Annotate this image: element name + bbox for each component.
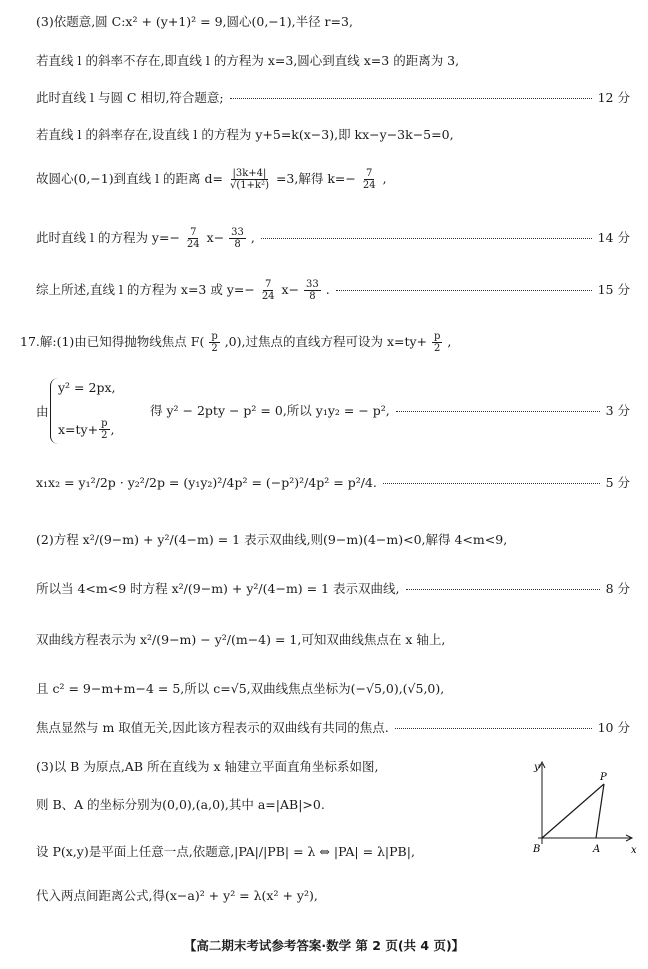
leader-dots [406,589,600,590]
text-line [36,531,630,549]
text-segment: , [447,333,452,349]
line-text: 若直线 l 的斜率存在,设直线 l 的方程为 y+5=k(x−3),即 kx−y−3k−5=0, [36,127,454,142]
line-text: x₁x₂ = y₁²/2p · y₂²/2p = (y₁y₂)²/4p² = (−p²)²/4p² = p²/4. [36,475,377,490]
text-segment: =3,解得 k=− [275,170,356,186]
score-label: 3 分 [605,403,630,418]
text-line [36,680,630,698]
line-text: 代入两点间距离公式,得(x−a)² + y² = λ(x² + y²), [36,888,318,903]
text-segment: ,0),过焦点的直线方程可设为 x=ty+ [224,333,428,349]
score-label: 14 分 [597,230,630,245]
line-text: (2)方程 x²/(9−m) + y²/(4−m) = 1 表示双曲线,则(9−m)(4−m)<0,解得 4<m<9, [36,532,508,547]
text-segment: 此时直线 l 的方程为 y=− [36,229,180,245]
text-line [36,126,630,144]
line-text: 此时直线 l 与圆 C 相切,符合题意; [36,90,224,105]
line-text: 则 B、A 的坐标分别为(0,0),(a,0),其中 a=|AB|>0. [36,797,325,812]
text-line [36,13,630,31]
line-text: 双曲线方程表示为 x²/(9−m) − y²/(m−4) = 1,可知双曲线焦点在 x 轴上, [36,632,446,647]
score-label: 15 分 [597,282,630,297]
fraction-numerator: p [211,330,218,342]
text-segment: , [110,422,115,437]
line-text [36,168,387,191]
fraction-numerator: 7 [366,167,373,179]
x-axis-label: x [631,845,637,856]
scored-line [36,224,630,252]
line-text: (3)以 B 为原点,AB 所在直线为 x 轴建立平面直角坐标系如图, [36,759,379,774]
text-line [36,52,630,70]
text-line [36,631,630,649]
line-text [36,227,255,250]
leader-dots [336,290,592,291]
fraction [361,168,378,191]
point-p-label: P [600,772,607,783]
fraction-denominator: 8 [234,238,241,250]
fraction-denominator: 24 [362,179,376,191]
line-text: 焦点显然与 m 取值无关,因此该方程表示的双曲线有共同的焦点. [36,720,389,735]
line-text [36,279,330,302]
score-label: 10 分 [597,720,630,735]
scored-line [36,89,630,107]
fraction-numerator: |3k+4| [232,167,267,179]
line-text: 且 c² = 9−m+m−4 = 5,所以 c=√5,双曲线焦点坐标为(−√5,0),(√5,0), [36,681,445,696]
text-line [36,796,518,814]
scored-line [36,719,630,737]
fraction [260,279,277,302]
text-line [36,758,518,776]
text-segment: , [250,229,255,245]
fraction [185,227,202,250]
text-segment: 综上所述,直线 l 的方程为 x=3 或 y=− [36,281,255,297]
fraction-numerator: 7 [264,278,272,290]
leader-dots [395,728,592,729]
fraction-numerator: 7 [190,226,197,238]
score-label: 12 分 [597,90,630,105]
fraction [304,279,321,302]
fraction-denominator: 8 [309,290,316,302]
y-axis-label: y [534,762,540,773]
text-segment: x− [206,229,225,245]
line-text: 设 P(x,y)是平面上任意一点,依题意,|PA|/|PB| = λ ⇔ |PA| = λ|PB|, [36,844,415,859]
fraction [228,168,271,191]
text-line [36,843,518,861]
fraction-denominator: 2 [211,342,218,354]
text-line [20,328,630,356]
system-prefix: 由 [36,404,49,419]
text-segment: x=ty+ [58,422,99,437]
text-line [36,887,630,905]
scored-line [36,580,630,598]
system-equation [58,418,114,441]
point-a-label: A [593,844,601,855]
scored-line [36,474,630,492]
text-segment: . [325,281,330,297]
text-line [36,164,630,194]
page-footer: 【高二期末考试参考答案·数学 第 2 页(共 4 页)】 [183,938,465,953]
fraction [209,331,219,354]
fraction-denominator: 2 [434,342,441,354]
fraction-numerator: 33 [306,278,319,290]
fraction-denominator: √(1+k²) [229,179,269,191]
point-b-label: B [533,844,541,855]
fraction-numerator: p [434,330,441,342]
fraction [432,331,442,354]
line-text [20,331,451,354]
leader-dots [230,98,592,99]
line-text: 所以当 4<m<9 时方程 x²/(9−m) + y²/(4−m) = 1 表示双曲线, [36,581,400,596]
fraction-denominator: 24 [186,238,200,250]
line-text: 得 y² − 2pty − p² = 0,所以 y₁y₂ = − p², [150,403,390,418]
system-equation: y² = 2px, [58,380,116,395]
score-label: 5 分 [605,475,630,490]
fraction [229,227,246,250]
line-text: 若直线 l 的斜率不存在,即直线 l 的方程为 x=3,圆心到直线 x=3 的距离为 3, [36,53,460,68]
fraction-denominator: 24 [261,290,275,302]
text-segment: 17.解:(1)由已知得抛物线焦点 F( [20,333,205,349]
line-text: (3)依题意,圆 C:x² + (y+1)² = 9,圆心(0,−1),半径 r=3, [36,14,353,29]
text-segment: x− [281,281,300,297]
leader-dots [383,483,600,484]
score-label: 8 分 [605,581,630,596]
leader-dots [396,411,600,412]
scored-line [150,402,630,420]
leader-dots [261,238,592,239]
coordinate-diagram [528,758,640,858]
fraction-numerator: p [101,418,108,429]
scored-line [36,276,630,304]
fraction [99,418,109,441]
segment-bp [542,784,604,838]
text-segment: , [382,170,387,186]
equation-system [36,378,146,444]
fraction-denominator: 2 [101,430,108,441]
fraction-numerator: 33 [231,226,244,238]
text-segment: 故圆心(0,−1)到直线 l 的距离 d= [36,170,223,186]
segment-pa [596,784,604,838]
